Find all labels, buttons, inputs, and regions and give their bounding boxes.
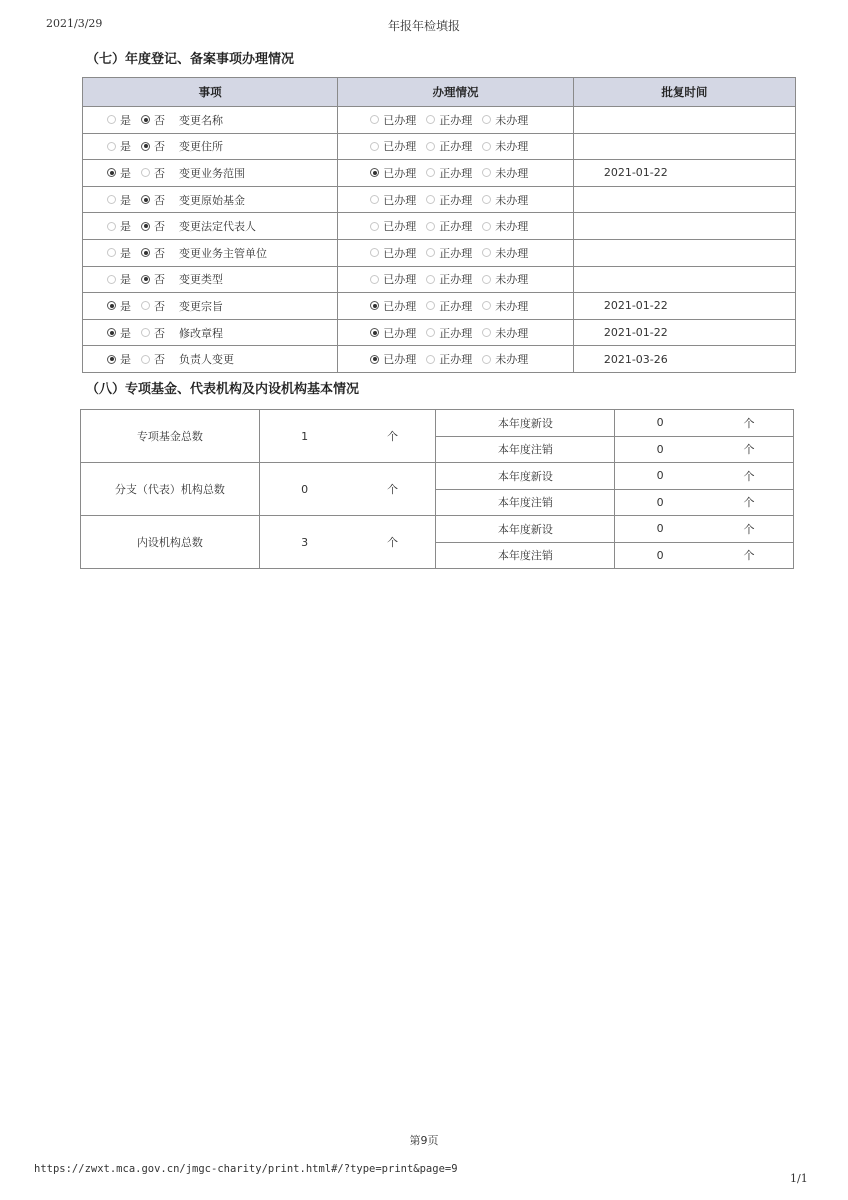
status-option-not-done[interactable] xyxy=(482,218,528,234)
status-option-in-progress[interactable] xyxy=(426,351,472,367)
yes-label: 是 xyxy=(120,246,131,260)
status-option-not-done[interactable] xyxy=(482,165,528,181)
table-row xyxy=(81,516,794,543)
status-cell xyxy=(338,213,574,240)
yes-radio-icon[interactable] xyxy=(107,168,116,177)
group-total: 3 xyxy=(259,516,349,569)
item-options xyxy=(83,218,337,234)
no-label: 否 xyxy=(154,326,165,340)
table-row xyxy=(83,293,796,320)
status-options xyxy=(338,298,573,314)
yes-radio-icon[interactable] xyxy=(107,301,116,310)
status-label: 正办理 xyxy=(439,220,473,234)
status-option-done[interactable] xyxy=(370,245,416,261)
no-option[interactable] xyxy=(141,271,165,287)
status-option-in-progress[interactable] xyxy=(426,112,472,128)
item-cell xyxy=(83,319,338,346)
status-cell xyxy=(338,160,574,187)
cancel-unit: 个 xyxy=(705,489,793,516)
status-cell xyxy=(338,133,574,160)
no-option[interactable] xyxy=(141,245,165,261)
status-radio-icon[interactable] xyxy=(482,222,491,231)
yes-label: 是 xyxy=(120,113,131,127)
item-options xyxy=(83,271,337,287)
cancel-unit: 个 xyxy=(705,542,793,569)
status-radio-icon[interactable] xyxy=(370,248,379,257)
item-cell xyxy=(83,186,338,213)
item-options xyxy=(83,112,337,128)
new-label: 本年度新设 xyxy=(436,410,615,437)
status-label: 正办理 xyxy=(439,326,473,340)
status-radio-icon[interactable] xyxy=(426,301,435,310)
approval-date xyxy=(573,186,795,213)
status-label: 已办理 xyxy=(383,220,417,234)
yes-option[interactable] xyxy=(107,351,131,367)
status-option-in-progress[interactable] xyxy=(426,245,472,261)
approval-date xyxy=(573,133,795,160)
item-options xyxy=(83,351,337,367)
approval-date xyxy=(573,213,795,240)
status-radio-icon[interactable] xyxy=(482,301,491,310)
no-option[interactable] xyxy=(141,112,165,128)
yes-option[interactable] xyxy=(107,165,131,181)
yes-option[interactable] xyxy=(107,325,131,341)
group-name: 专项基金总数 xyxy=(81,410,260,463)
new-unit: 个 xyxy=(705,463,793,490)
col-header-item: 事项 xyxy=(83,78,338,107)
yes-option[interactable] xyxy=(107,271,131,287)
status-options xyxy=(338,351,573,367)
status-radio-icon[interactable] xyxy=(482,275,491,284)
no-label: 否 xyxy=(154,113,165,127)
item-cell xyxy=(83,346,338,373)
item-options xyxy=(83,298,337,314)
item-name: 变更名称 xyxy=(179,113,223,127)
status-radio-icon[interactable] xyxy=(426,168,435,177)
status-radio-icon[interactable] xyxy=(370,275,379,284)
new-count: 0 xyxy=(615,516,705,543)
new-count: 0 xyxy=(615,410,705,437)
no-label: 否 xyxy=(154,166,165,180)
status-label: 未办理 xyxy=(495,353,529,367)
approval-date: 2021-01-22 xyxy=(573,293,795,320)
table-row xyxy=(83,239,796,266)
status-option-done[interactable] xyxy=(370,351,416,367)
status-radio-icon[interactable] xyxy=(370,328,379,337)
no-radio-icon[interactable] xyxy=(141,301,150,310)
registration-matters-table xyxy=(82,77,796,373)
item-options xyxy=(83,138,337,154)
yes-label: 是 xyxy=(120,140,131,154)
no-radio-icon[interactable] xyxy=(141,195,150,204)
yes-label: 是 xyxy=(120,273,131,287)
status-radio-icon[interactable] xyxy=(370,115,379,124)
no-radio-icon[interactable] xyxy=(141,142,150,151)
yes-radio-icon[interactable] xyxy=(107,328,116,337)
page-header-title: 年报年检填报 xyxy=(387,19,460,33)
no-label: 否 xyxy=(154,246,165,260)
status-radio-icon[interactable] xyxy=(426,355,435,364)
status-label: 已办理 xyxy=(383,140,417,154)
item-cell xyxy=(83,213,338,240)
status-options xyxy=(338,325,573,341)
table-row xyxy=(81,463,794,490)
cancel-label: 本年度注销 xyxy=(436,436,615,463)
table-row xyxy=(83,133,796,160)
status-radio-icon[interactable] xyxy=(482,248,491,257)
no-radio-icon[interactable] xyxy=(141,248,150,257)
new-unit: 个 xyxy=(705,410,793,437)
page-number: 第9页 xyxy=(409,1134,439,1147)
no-label: 否 xyxy=(154,299,165,313)
no-radio-icon[interactable] xyxy=(141,115,150,124)
item-options xyxy=(83,325,337,341)
status-radio-icon[interactable] xyxy=(482,115,491,124)
table-header-row xyxy=(83,78,796,107)
status-options xyxy=(338,165,573,181)
status-label: 已办理 xyxy=(383,113,417,127)
cancel-count: 0 xyxy=(615,542,705,569)
item-name: 变更业务范围 xyxy=(179,166,245,180)
cancel-label: 本年度注销 xyxy=(436,542,615,569)
no-option[interactable] xyxy=(141,218,165,234)
item-name: 变更宗旨 xyxy=(179,299,223,313)
status-cell xyxy=(338,239,574,266)
approval-date: 2021-01-22 xyxy=(573,160,795,187)
yes-option[interactable] xyxy=(107,112,131,128)
item-options xyxy=(83,245,337,261)
group-total-unit: 个 xyxy=(350,463,436,516)
status-option-not-done[interactable] xyxy=(482,325,528,341)
status-options xyxy=(338,218,573,234)
no-option[interactable] xyxy=(141,192,165,208)
no-radio-icon[interactable] xyxy=(141,168,150,177)
yes-label: 是 xyxy=(120,299,131,313)
status-cell xyxy=(338,319,574,346)
yes-radio-icon[interactable] xyxy=(107,115,116,124)
no-label: 否 xyxy=(154,353,165,367)
status-label: 正办理 xyxy=(439,246,473,260)
yes-option[interactable] xyxy=(107,245,131,261)
item-cell xyxy=(83,160,338,187)
new-label: 本年度新设 xyxy=(436,516,615,543)
status-radio-icon[interactable] xyxy=(482,328,491,337)
no-option[interactable] xyxy=(141,138,165,154)
status-option-done[interactable] xyxy=(370,218,416,234)
cancel-label: 本年度注销 xyxy=(436,489,615,516)
status-option-not-done[interactable] xyxy=(482,138,528,154)
status-option-not-done[interactable] xyxy=(482,112,528,128)
item-name: 变更类型 xyxy=(179,273,223,287)
yes-radio-icon[interactable] xyxy=(107,248,116,257)
yes-option[interactable] xyxy=(107,218,131,234)
status-label: 已办理 xyxy=(383,299,417,313)
status-label: 未办理 xyxy=(495,140,529,154)
approval-date xyxy=(573,266,795,293)
status-cell xyxy=(338,266,574,293)
status-option-done[interactable] xyxy=(370,271,416,287)
item-cell xyxy=(83,133,338,160)
yes-label: 是 xyxy=(120,353,131,367)
status-option-done[interactable] xyxy=(370,138,416,154)
status-radio-icon[interactable] xyxy=(426,248,435,257)
cancel-unit: 个 xyxy=(705,436,793,463)
status-options xyxy=(338,138,573,154)
no-radio-icon[interactable] xyxy=(141,355,150,364)
yes-radio-icon[interactable] xyxy=(107,222,116,231)
group-total-unit: 个 xyxy=(350,516,436,569)
item-name: 变更法定代表人 xyxy=(179,220,256,234)
status-cell xyxy=(338,107,574,134)
item-name: 负责人变更 xyxy=(179,353,234,367)
no-radio-icon[interactable] xyxy=(141,275,150,284)
item-cell xyxy=(83,239,338,266)
status-cell xyxy=(338,293,574,320)
status-label: 已办理 xyxy=(383,326,417,340)
status-radio-icon[interactable] xyxy=(426,115,435,124)
status-option-not-done[interactable] xyxy=(482,298,528,314)
yes-option[interactable] xyxy=(107,138,131,154)
status-label: 正办理 xyxy=(439,113,473,127)
status-radio-icon[interactable] xyxy=(370,168,379,177)
status-label: 未办理 xyxy=(495,273,529,287)
table-row xyxy=(83,266,796,293)
no-option[interactable] xyxy=(141,298,165,314)
status-options xyxy=(338,245,573,261)
table-row xyxy=(83,186,796,213)
status-radio-icon[interactable] xyxy=(370,355,379,364)
approval-date: 2021-01-22 xyxy=(573,319,795,346)
status-radio-icon[interactable] xyxy=(426,195,435,204)
approval-date xyxy=(573,239,795,266)
status-label: 未办理 xyxy=(495,299,529,313)
new-unit: 个 xyxy=(705,516,793,543)
status-label: 正办理 xyxy=(439,273,473,287)
no-label: 否 xyxy=(154,273,165,287)
status-radio-icon[interactable] xyxy=(370,222,379,231)
yes-option[interactable] xyxy=(107,192,131,208)
print-date: 2021/3/29 xyxy=(46,17,103,30)
status-cell xyxy=(338,346,574,373)
institutions-table xyxy=(80,409,794,569)
no-label: 否 xyxy=(154,220,165,234)
status-radio-icon[interactable] xyxy=(370,142,379,151)
no-label: 否 xyxy=(154,140,165,154)
item-options xyxy=(83,192,337,208)
status-label: 未办理 xyxy=(495,220,529,234)
status-radio-icon[interactable] xyxy=(482,168,491,177)
item-cell xyxy=(83,107,338,134)
item-name: 变更业务主管单位 xyxy=(179,246,267,260)
yes-radio-icon[interactable] xyxy=(107,275,116,284)
approval-date: 2021-03-26 xyxy=(573,346,795,373)
item-name: 变更原始基金 xyxy=(179,193,245,207)
status-option-not-done[interactable] xyxy=(482,271,528,287)
yes-radio-icon[interactable] xyxy=(107,195,116,204)
col-header-approval-date: 批复时间 xyxy=(573,78,795,107)
status-option-in-progress[interactable] xyxy=(426,138,472,154)
new-label: 本年度新设 xyxy=(436,463,615,490)
status-label: 已办理 xyxy=(383,353,417,367)
status-label: 正办理 xyxy=(439,193,473,207)
status-label: 已办理 xyxy=(383,193,417,207)
group-total-unit: 个 xyxy=(350,410,436,463)
status-label: 已办理 xyxy=(383,166,417,180)
status-label: 未办理 xyxy=(495,326,529,340)
yes-label: 是 xyxy=(120,193,131,207)
status-radio-icon[interactable] xyxy=(426,275,435,284)
group-name: 分支（代表）机构总数 xyxy=(81,463,260,516)
status-option-in-progress[interactable] xyxy=(426,192,472,208)
status-label: 未办理 xyxy=(495,193,529,207)
status-options xyxy=(338,112,573,128)
status-radio-icon[interactable] xyxy=(426,328,435,337)
yes-radio-icon[interactable] xyxy=(107,355,116,364)
status-options xyxy=(338,192,573,208)
status-option-done[interactable] xyxy=(370,112,416,128)
item-name: 修改章程 xyxy=(179,326,223,340)
item-name: 变更住所 xyxy=(179,140,223,154)
yes-option[interactable] xyxy=(107,298,131,314)
item-options xyxy=(83,165,337,181)
status-cell xyxy=(338,186,574,213)
status-option-in-progress[interactable] xyxy=(426,165,472,181)
page-count: 1/1 xyxy=(790,1172,808,1185)
cancel-count: 0 xyxy=(615,436,705,463)
table-row xyxy=(83,346,796,373)
status-label: 已办理 xyxy=(383,246,417,260)
status-option-done[interactable] xyxy=(370,298,416,314)
status-label: 正办理 xyxy=(439,166,473,180)
status-option-done[interactable] xyxy=(370,192,416,208)
status-option-in-progress[interactable] xyxy=(426,218,472,234)
table-row xyxy=(83,107,796,134)
table-row xyxy=(81,410,794,437)
status-option-in-progress[interactable] xyxy=(426,325,472,341)
col-header-status: 办理情况 xyxy=(338,78,574,107)
section7-title: （七）年度登记、备案事项办理情况 xyxy=(86,52,295,67)
status-label: 正办理 xyxy=(439,140,473,154)
status-radio-icon[interactable] xyxy=(370,301,379,310)
status-label: 未办理 xyxy=(495,166,529,180)
status-radio-icon[interactable] xyxy=(482,195,491,204)
no-option[interactable] xyxy=(141,351,165,367)
no-option[interactable] xyxy=(141,165,165,181)
status-radio-icon[interactable] xyxy=(370,195,379,204)
table-row xyxy=(83,319,796,346)
group-total: 1 xyxy=(259,410,349,463)
group-total: 0 xyxy=(259,463,349,516)
table-row xyxy=(83,213,796,240)
yes-label: 是 xyxy=(120,220,131,234)
new-count: 0 xyxy=(615,463,705,490)
status-option-done[interactable] xyxy=(370,165,416,181)
status-radio-icon[interactable] xyxy=(482,355,491,364)
group-name: 内设机构总数 xyxy=(81,516,260,569)
item-cell xyxy=(83,293,338,320)
section8-title: （八）专项基金、代表机构及内设机构基本情况 xyxy=(86,382,360,397)
item-cell xyxy=(83,266,338,293)
no-radio-icon[interactable] xyxy=(141,222,150,231)
status-option-not-done[interactable] xyxy=(482,245,528,261)
status-label: 正办理 xyxy=(439,299,473,313)
status-option-not-done[interactable] xyxy=(482,192,528,208)
no-option[interactable] xyxy=(141,325,165,341)
status-option-not-done[interactable] xyxy=(482,351,528,367)
approval-date xyxy=(573,107,795,134)
status-radio-icon[interactable] xyxy=(482,142,491,151)
status-options xyxy=(338,271,573,287)
no-label: 否 xyxy=(154,193,165,207)
status-label: 未办理 xyxy=(495,113,529,127)
status-label: 已办理 xyxy=(383,273,417,287)
table-row xyxy=(83,160,796,187)
cancel-count: 0 xyxy=(615,489,705,516)
status-option-in-progress[interactable] xyxy=(426,298,472,314)
status-radio-icon[interactable] xyxy=(426,222,435,231)
status-option-done[interactable] xyxy=(370,325,416,341)
yes-radio-icon[interactable] xyxy=(107,142,116,151)
no-radio-icon[interactable] xyxy=(141,328,150,337)
status-label: 未办理 xyxy=(495,246,529,260)
status-option-in-progress[interactable] xyxy=(426,271,472,287)
status-radio-icon[interactable] xyxy=(426,142,435,151)
status-label: 正办理 xyxy=(439,353,473,367)
print-url: https://zwxt.mca.gov.cn/jmgc-charity/print.html#/?type=print&page=9 xyxy=(34,1163,458,1175)
yes-label: 是 xyxy=(120,166,131,180)
yes-label: 是 xyxy=(120,326,131,340)
